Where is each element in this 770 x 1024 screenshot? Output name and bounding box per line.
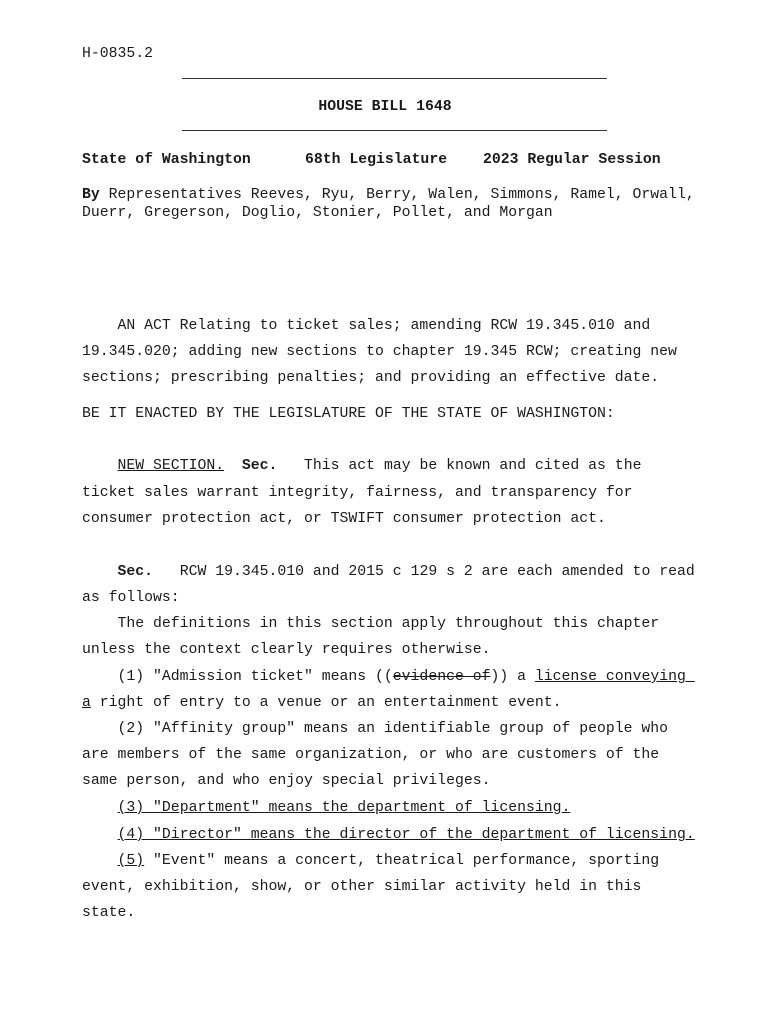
state-label: State of Washington — [82, 152, 251, 168]
title-rule-top — [182, 78, 607, 79]
sec-label: Sec. — [117, 564, 154, 580]
definition-2-line-1: (2) "Affinity group" means an identifiable group of people who — [82, 721, 669, 737]
sponsors-line-1 — [82, 187, 695, 203]
new-section-line-3: consumer protection act, or TSWIFT consumer protection act. — [82, 511, 606, 527]
inserted-text: (4) "Director" means the director of the department of licensing. — [117, 827, 695, 843]
legislature-label: 68th Legislature — [305, 152, 448, 168]
definition-2-line-2: are members of the same organization, or who are customers of the — [82, 747, 660, 763]
definition-5-line-3: state. — [82, 905, 136, 921]
amend-section-line-2: as follows: — [82, 590, 180, 606]
new-section-line-2: ticket sales warrant integrity, fairness, and transparency for — [82, 485, 633, 501]
sec-label: Sec. — [241, 458, 278, 474]
inserted-text: (5) — [117, 853, 145, 869]
struck-text: evidence of — [392, 669, 491, 685]
enacting-clause: BE IT ENACTED BY THE LEGISLATURE OF THE STATE OF WASHINGTON: — [82, 406, 615, 422]
definition-1-line-2: a right of entry to a venue or an entertainment event. — [82, 695, 562, 711]
session-label: 2023 Regular Session — [483, 152, 661, 168]
inserted-text: (3) "Department" means the department of licensing. — [117, 800, 571, 816]
definition-1-line-1: (1) "Admission ticket" means ((evidence of)) a license conveying — [82, 669, 695, 685]
definitions-intro-2: unless the context clearly requires otherwise. — [82, 642, 491, 658]
act-line-2: 19.345.020; adding new sections to chapter 19.345 RCW; creating new — [82, 344, 677, 360]
document-id: H-0835.2 — [82, 46, 154, 62]
definition-4 — [82, 827, 695, 843]
title-rule-bottom — [182, 130, 607, 131]
definition-2-line-3: same person, and who enjoy special privileges. — [82, 773, 491, 789]
bill-title: HOUSE BILL 1648 — [318, 99, 452, 115]
new-section-label: NEW SECTION. — [117, 458, 225, 474]
by-label: By — [82, 187, 100, 203]
act-line-3: sections; prescribing penalties; and providing an effective date. — [82, 370, 660, 386]
definition-5-line-1: (5) "Event" means a concert, theatrical performance, sporting — [117, 853, 660, 869]
sponsors-text: Representatives Reeves, Ryu, Berry, Walen, Simmons, Ramel, Orwall, — [99, 187, 695, 203]
definition-3 — [82, 800, 570, 816]
definitions-intro-1: The definitions in this section apply throughout this chapter — [82, 616, 660, 632]
new-section-line-1: NEW SECTION. Sec. This act may be known and cited as the — [117, 458, 642, 474]
amend-section-line-1: Sec. RCW 19.345.010 and 2015 c 129 s 2 are each amended to read — [117, 564, 695, 580]
definition-5-line-2: event, exhibition, show, or other similar activity held in this — [82, 879, 642, 895]
act-line-1: AN ACT Relating to ticket sales; amending RCW 19.345.010 and — [82, 318, 651, 334]
sponsors-line-2: Duerr, Gregerson, Doglio, Stonier, Pollet, and Morgan — [82, 205, 553, 221]
inserted-text: license conveying — [534, 669, 695, 685]
inserted-text: a — [82, 695, 91, 711]
